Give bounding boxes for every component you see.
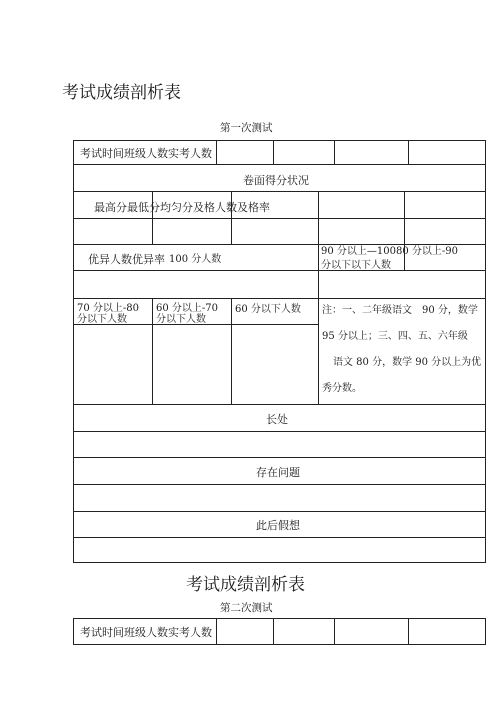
page-title: 考试成绩剖析表: [62, 83, 181, 103]
score-70-80-label: 70 分以上-80 分以下人数: [77, 303, 140, 325]
score-60-70-label: 60 分以上-70 分以下人数: [156, 303, 219, 325]
note-line-4: 秀分数。: [322, 383, 362, 394]
note-line-3: 语文 80 分，数学 90 分以上为优: [333, 357, 482, 368]
score-below-60-label: 60 分以下人数: [235, 304, 301, 315]
strengths-header: 长处: [266, 413, 288, 426]
row1-label: 考试时间班级人数实考人数: [80, 147, 212, 160]
row3-label: 最高分最低分均匀分及格人数及格率: [94, 201, 270, 214]
score-section-header: 卷面得分状况: [243, 174, 309, 187]
second-page-title: 考试成绩剖析表: [186, 575, 305, 595]
first-test-subtitle: 第一次测试: [220, 122, 273, 134]
excellent-label: 优异人数优异率: [88, 253, 165, 266]
note-line-1: 注：一、二年级语文 90 分，数学: [322, 305, 478, 316]
ideas-header: 此后假想: [256, 519, 300, 532]
score-100-label: 100 分人数: [169, 254, 222, 265]
problems-header: 存在问题: [256, 466, 300, 479]
score-90-label: 90 分以上—10080 分以上-90 分以下以下人数: [321, 246, 458, 271]
note-line-2: 95 分以上；三、四、五、六年级: [322, 331, 468, 342]
row1-label: 考试时间班级人数实考人数: [80, 626, 212, 639]
second-test-subtitle: 第二次测试: [220, 602, 273, 614]
